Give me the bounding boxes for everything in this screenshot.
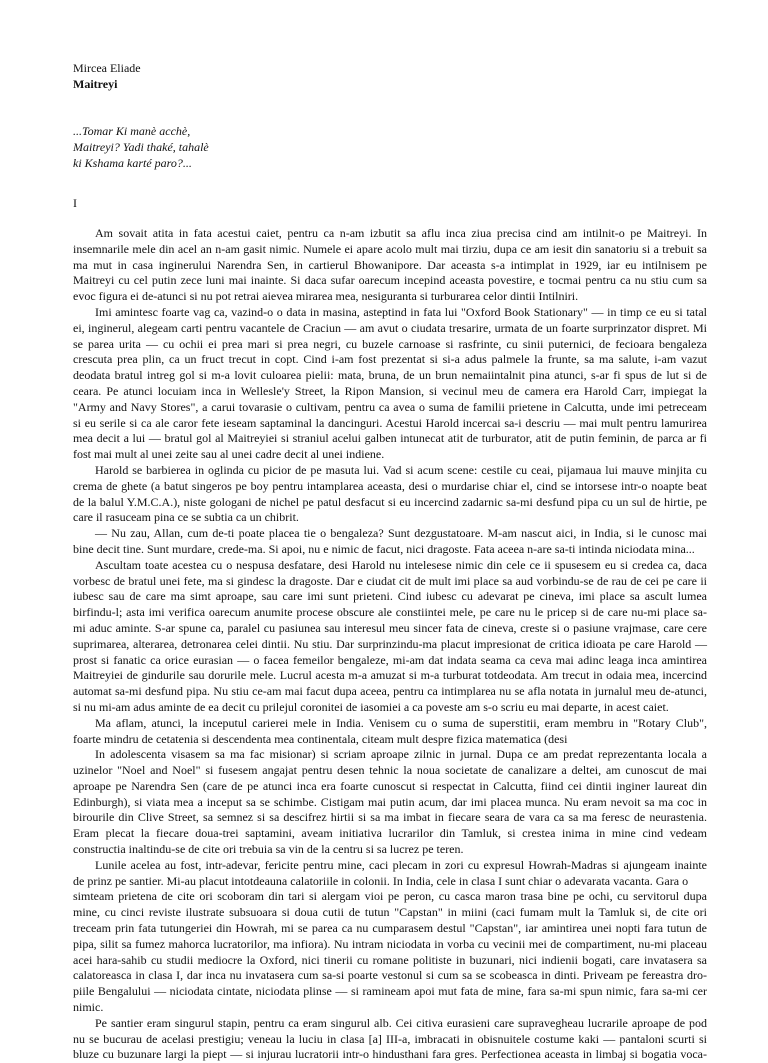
body-text (73, 226, 707, 1063)
body-line: nu se bucurau de acelasi prestigiu; veneau la luciu in clasa [a] III-a, imbracati in obisnuitele costume kaki — pantaloni scurti si (73, 1031, 707, 1046)
body-line: birourile din Clive Street, sa semnez si sa descifrez hirtii si sa ma imbat in fiecare seara de vara ca sa ma feresc de neurastenia. (73, 810, 707, 825)
body-line: bluze cu buzunare largi la piept — si injurau lucratorii intr-o hindusthani fara gres. Perfectionea aceasta in limbaj si bogatia voca- (73, 1047, 707, 1062)
body-line: Pe santier eram singurul stapin, pentru ca eram singurul alb. Cei citiva eurasieni care supravegheau lucrarile aproape de pod (95, 1015, 707, 1030)
body-line: Edinburgh), si viata mea a inceput sa se schimbe. Cistigam mai putin acum, dar imi placea munca. Nu eram nevoit sa ma coc in (73, 794, 707, 809)
body-line: crema de ghete (a batut singeros pe boy pentru intamplarea aceasta, desi o murdarise chiar el, cind se intorsese intr-o noapte beat (73, 478, 707, 493)
body-line: de prinz pe santier. Mi-au placut intotdeauna calatoriile in colonii. In India, cele in clasa I sunt chiar o adevarata vacanta. Gara o (73, 873, 689, 888)
body-line: Eram plecat la fiecare doua-trei saptamini, aveam initiativa lucrarilor din Tamluk, si crestea inima in mine cind vedeam (73, 826, 707, 841)
body-line: piile Bengalului — niciodata cintate, niciodata plinse — si ramineam apoi mut fata de mine, fara sa-mi spun nimic, fara sa-mi cer (73, 984, 707, 999)
body-line: Ascultam toate acestea cu o nespusa desfatare, desi Harold nu intelesese nimic din cele ce ii spusesem eu si credea ca, daca (95, 557, 707, 572)
body-line: care il rasuceam pina ce se subtia ca un chibrit. (73, 510, 299, 525)
epigraph-line: ...Tomar Ki manè acchè, (73, 124, 191, 138)
body-line: deodata bratul intreg gol si m-a lovit culoarea pielii: mata, bruna, de un brun nemaiintalnit pina atunci, s-ar fi spus de lut si de (73, 368, 707, 383)
body-line: suprimarea, alterarea, detronarea celei dintii. Nu stiu. Dar surprinzindu-ma placut impresionat de critica idioata pe care Harold — (73, 636, 707, 651)
body-line: Imi amintesc foarte vag ca, vazind-o o data in masina, asteptind in fata lui "Oxford Book Stationary" — in timp ce eu si tatal (95, 304, 707, 319)
body-line: foarte mindru de cetatenia si descendenta mea continentala, citeam mult despre fizica matematica (desi (73, 731, 568, 746)
body-line: de la balul Y.M.C.A.), niste gologani de nichel pe patul desfacut si eu incercind zadarnic sa-mi desfund pipa cu un sul de hirtie, pe (73, 494, 707, 509)
body-line: Ma aflam, atunci, la inceputul carierei mele in India. Venisem cu o suma de superstitii, eram membru in "Rotary Club", (95, 715, 707, 730)
body-line: mea decit a lui — bratul gol al Maitreyiei si straniul acelui galben intunecat atit de turburator, atit de putin feminin, de parca ar fi (73, 431, 707, 446)
body-line: Harold se barbierea in oglinda cu picior de pe masuta lui. Vad si acum scene: cestile cu ceai, pijamaua lui mauve minjita cu (95, 462, 707, 477)
body-line: constructia inaltindu-se de cite ori trebuia sa vin de la centru si sa lucrez pe teren. (73, 842, 464, 857)
body-line: Maitreyi cu cel putin zece luni mai inainte. Si daca sufar oarecum incepind aceasta povestire, e tocmai pentru ca nu stiu cum sa (73, 273, 707, 288)
body-line: automat sa-mi desfund pipa. Nu stiu ce-am mai facut dupa aceea, pentru ca intimplarea nu se afla notata in jurnalul meu de-atunci, (73, 684, 707, 699)
body-line: si eu serile si ca ale caror fete ieseam saptaminal la dancinguri. Acestui Harold incercai sa-i descriu — mai mult pentru lamurirea (73, 415, 707, 430)
body-line: mi aduc aminte. S-ar spune ca, paralel cu pasiunea sau interesul meu sincer fata de cineva, creste si o pasiune vrajmase, care cere (73, 620, 707, 635)
body-line: acei hara-sahib cu studii mediocre la Oxford, nici tinerii cu romane politiste in buzunari, nici indienii bogati, care invatasera sa (73, 952, 707, 967)
body-line: vorbesc de bratul unei fete, ma si gindesc la dragoste. Dar e ciudat cit de mult imi place sa aud vorbindu-se de rau de cei pe care ii (73, 573, 707, 588)
body-line: Am sovait atita in fata acestui caiet, pentru ca n-am izbutit sa aflu inca ziua precisa cind am intilnit-o pe Maitreyi. In (95, 226, 707, 240)
body-line: pipa, silit sa fumez mahorca lucratorilor, ma infiora). Nu intram niciodata in vorba cu vecinii mei de compartiment, nu-mi placeau (73, 936, 707, 951)
body-line: — Nu zau, Allan, cum de-ti poate placea tie o bengaleza? Sunt dezgustatoare. M-am nascut aici, in India, si le cunosc mai (95, 526, 707, 541)
body-line: nimic. (73, 1000, 104, 1015)
body-line: prost si fanatic ca orice eurasian — o facea femeilor bengaleze, mi-am dat indata seama ca ceva mai adinc leaga inca amintirea (73, 652, 707, 667)
body-line: ma mut in casa inginerului Narendra Sen, in cartierul Bhowanipore. Dar aceasta s-a intimplat in 1929, iar eu intilnisem pe (73, 257, 707, 272)
body-line: si nu mi-am adus aminte de ea decit cu prilejul coronitei de iasomiei a ca poveste am s-o scriu eu mai departe, in acest caiet. (73, 699, 669, 714)
epigraph-line: ki Kshama karté paro?... (73, 156, 192, 170)
book-title: Maitreyi (73, 77, 118, 91)
body-line: ceara. Pe atunci locuiam inca in Wellesle'y Street, la Ripon Mansion, si vecinul meu de camera era Harold Carr, impiegat la (73, 383, 707, 398)
body-line: crescuta prea plin, ca un fruct trecut in copt. Cind i-am fost prezentat si si-a adus palmele la frunte, sa ma salute, i-am vazut (73, 352, 707, 367)
body-line: aproape pe Narendra Sen (care de pe atunci inca era foarte cunoscut si respectat in Calcutta, fiind cei dintii inginer laureat din (73, 778, 707, 793)
body-line: "Army and Navy Stores", a carui tovarasie o cultivam, pentru ca avea o suma de familii prietene in Calcutta, unde imi petreceam (73, 399, 707, 414)
body-line: fost mai mult al unei zeite sau al unei cadre decit al unei indiene. (73, 447, 385, 462)
body-line: In adolescenta visasem sa ma fac misionar) si scriam aproape zilnic in jurnal. Dupa ce am predat reprezentanta locala a (95, 747, 707, 762)
body-line: bine decit tine. Sunt murdare, crede-ma. Si apoi, nu e nimic de facut, nici dragoste. Fata aceea n-are sa-ti intinda niciodata mina... (73, 541, 695, 556)
body-line: uzinelor "Noel and Noel" si fusesem angajat pentru desen tehnic la noua societate de canalizare a deltei, am cunoscut de mai (73, 763, 707, 778)
chapter-number: I (73, 196, 77, 210)
body-line: evoc figura ei de-atunci si nu pot retrai aievea mirarea mea, nesiguranta si turburarea celor dintii Intilniri. (73, 289, 579, 304)
body-line: Lunile acelea au fost, intr-adevar, fericite pentru mine, caci plecam in zori cu expresul Howrah-Madras si ajungeam inainte (95, 857, 707, 872)
author-name: Mircea Eliade (73, 61, 141, 75)
body-line: insemnarile mele din acel an n-am gasit nimic. Numele ei apare acolo mult mai tirziu, dupa ce am iesit din sanatoriu si a trebuit sa (73, 241, 707, 256)
body-line: birfindu-l; asta imi verifica oarecum anumite procese obscure ale constiintei mele, pe care nu le pricep si de care nu-mi place sa- (73, 605, 707, 620)
body-line: calatoreasca in clasa I, dar inca nu invatasera cum sa-si poarte vestonul si cum sa se scobeasca in dinti. Priveam pe fereastra dro- (73, 968, 707, 983)
body-line: treceam prin fata tutungeriei din Howrah, mi se parea ca nu cumparasem destul "Capstan", iar amintirea unei nopti fara tutun de (73, 921, 707, 936)
body-line: iubesc sau de care ma simt aproape, sau care imi sunt prieteni. Cind iubesc cu adevarat pe cineva, imi place sa ascult lumea (73, 589, 707, 604)
body-line: simteam prietena de cite ori scoboram din tari si alergam vioi pe peron, cu casca maron trasa bine pe ochi, cu servitorul dupa (73, 889, 707, 904)
body-line: se parea urita — cu ochii ei prea mari si prea negri, cu buzele carnoase si rasfrinte, cu sinii puternici, de fecioara bengaleza (73, 336, 707, 351)
body-line: ei, inginerul, alegeam carti pentru vacantele de Craciun — am avut o ciudata tresarire, urmata de un foarte surprinzator dispret. Mi (73, 320, 707, 335)
body-line: mine, cu cinci reviste ilustrate subsuoara si doua cutii de tutun "Capstan" in miini (caci fumam mult la Tamluk si, de cite ori (73, 905, 707, 920)
epigraph-line: Maitreyi? Yadi thaké, tahalè (73, 140, 209, 154)
epigraph (73, 123, 209, 171)
body-line: Maitreyiei de gindurile sau dorurile mele. Lucrul acesta m-a amuzat si m-a turburat totdeodata. Am trecut in odaia mea, incercind (73, 668, 707, 683)
